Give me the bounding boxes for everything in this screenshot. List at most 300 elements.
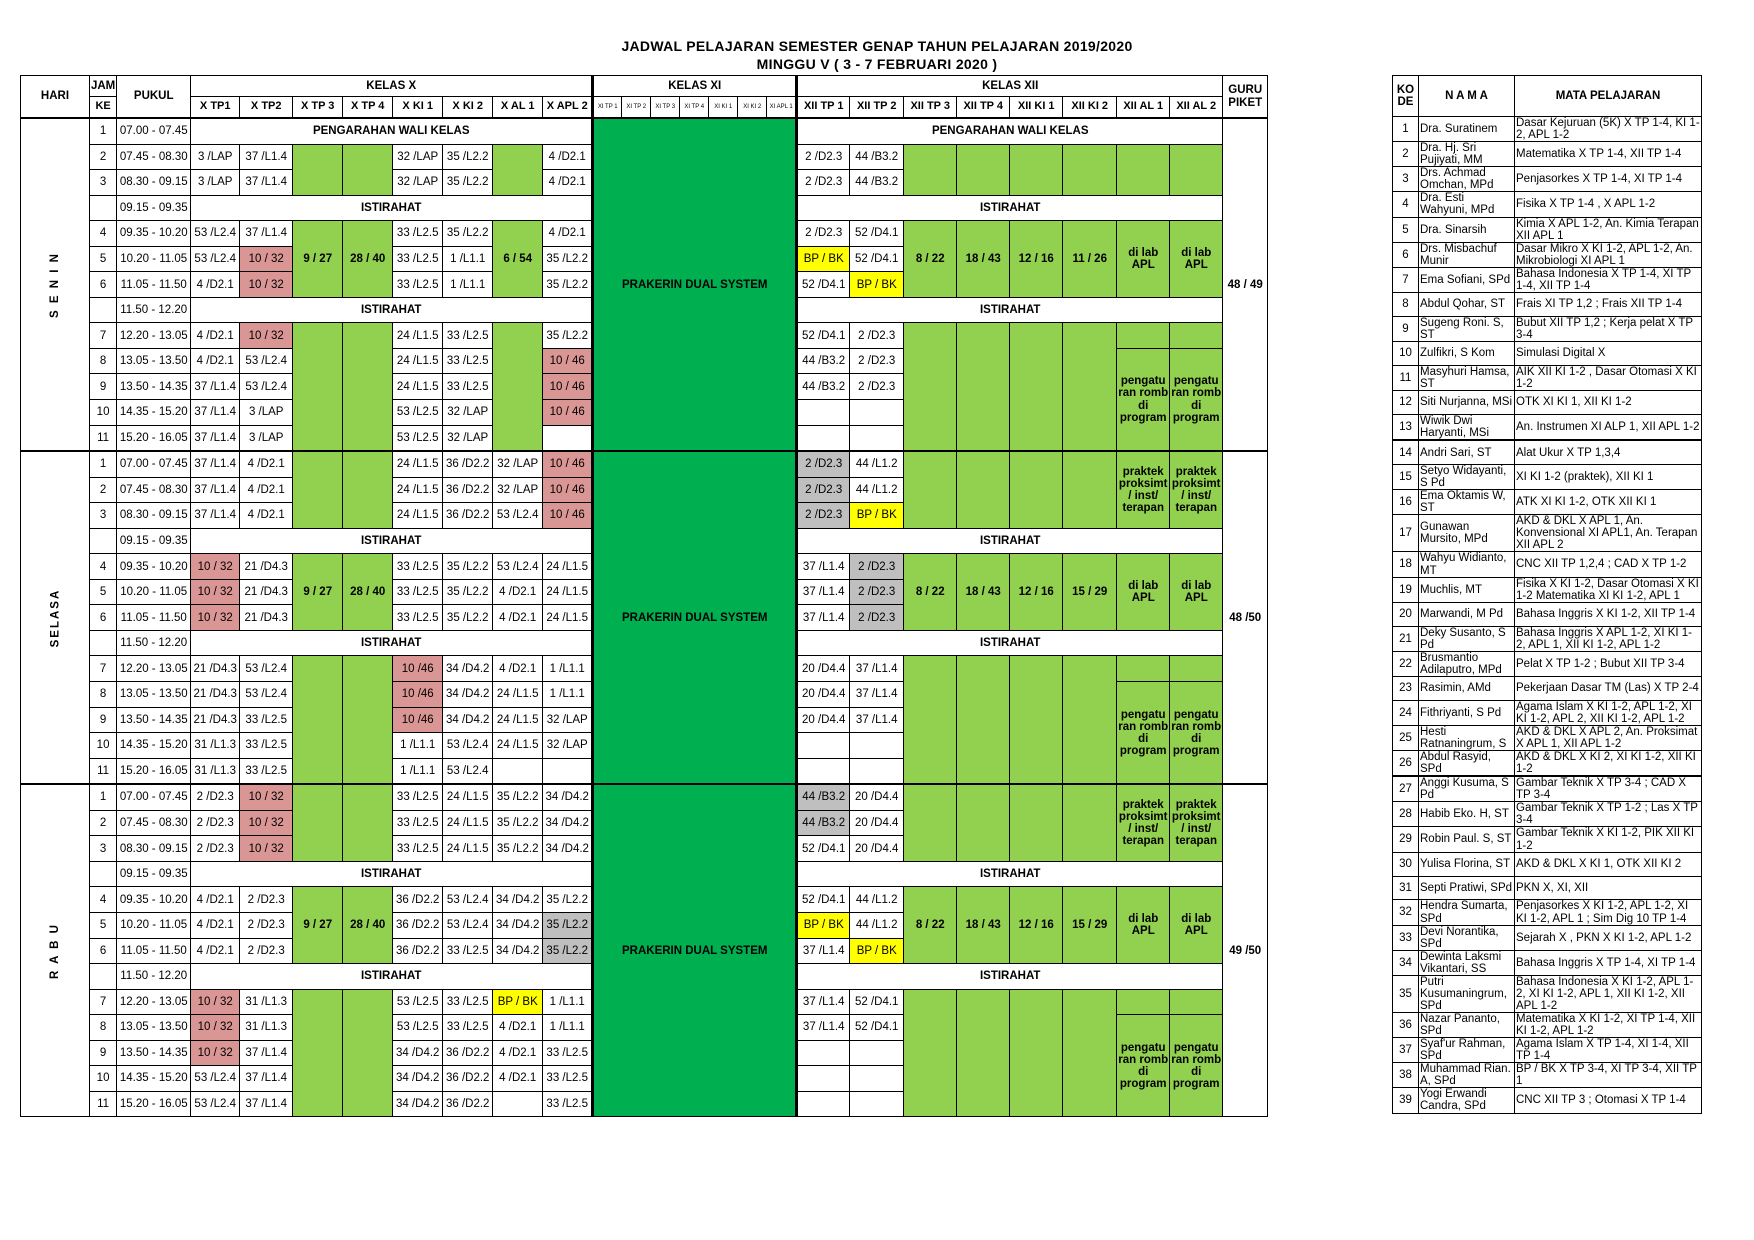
teacher-row xyxy=(1393,602,1702,626)
schedule-cell: 10 / 46 xyxy=(543,400,593,426)
merged-block xyxy=(343,989,393,1117)
al-note: praktek proksimt / inst/ terapan xyxy=(1170,784,1223,861)
jam-number: 2 xyxy=(89,477,116,503)
teacher-name: Hesti Ratnaningrum, S xyxy=(1419,725,1515,750)
schedule-cell: 33 /L2.5 xyxy=(240,733,293,759)
break-label: ISTIRAHAT xyxy=(191,861,593,887)
schedule-cell: 35 /L2.2 xyxy=(543,246,593,272)
jam-number: 6 xyxy=(89,938,116,964)
teacher-subject: AKD & DKL X APL 2, An. Proksimat X APL 1, XII APL 1-2 xyxy=(1515,725,1702,750)
time-slot: 15.20 - 16.05 xyxy=(117,1091,191,1117)
merged-block xyxy=(1170,989,1223,1015)
schedule-cell: 33 /L2.5 xyxy=(393,579,443,605)
teacher-subject: Fisika X TP 1-4 , X APL 1-2 xyxy=(1515,192,1702,217)
schedule-cell: 10 / 32 xyxy=(240,810,293,836)
teacher-code: 7 xyxy=(1393,267,1419,292)
header-mapel: MATA PELAJARAN xyxy=(1515,76,1702,117)
teacher-row xyxy=(1393,391,1702,415)
schedule-cell: 37 /L1.4 xyxy=(191,425,240,451)
schedule-cell: 52 /D4.1 xyxy=(797,272,850,298)
schedule-cell: 33 /L2.5 xyxy=(393,605,443,631)
schedule-cell xyxy=(850,733,904,759)
schedule-cell: 35 /L2.2 xyxy=(543,323,593,349)
al-note: praktek proksimt / inst/ terapan xyxy=(1170,451,1223,528)
teacher-code: 23 xyxy=(1393,676,1419,700)
schedule-cell: 37 /L1.4 xyxy=(850,682,904,708)
merged-block xyxy=(293,656,343,784)
schedule-cell: 1 /L1.1 xyxy=(393,733,443,759)
time-slot: 13.50 - 14.35 xyxy=(117,707,191,733)
prakerin-block: PRAKERIN DUAL SYSTEM xyxy=(593,784,797,1117)
teacher-code: 4 xyxy=(1393,192,1419,217)
schedule-cell: 4 /D2.1 xyxy=(493,605,543,631)
header-class: XI APL 1 xyxy=(767,97,797,119)
jam-number: 7 xyxy=(89,323,116,349)
time-slot: 09.35 - 10.20 xyxy=(117,554,191,580)
schedule-cell: 44 /L1.2 xyxy=(850,451,904,477)
jam-number: 7 xyxy=(89,656,116,682)
schedule-cell: 24 /L1.5 xyxy=(393,451,443,477)
merged-block: 12 / 16 xyxy=(1010,887,1063,964)
teacher-code: 24 xyxy=(1393,700,1419,725)
teacher-subject: Bahasa Indonesia X KI 1-2, APL 1-2, XI KI 1-2, APL 1, XII KI 1-2, XII APL 1-2 xyxy=(1515,975,1702,1012)
schedule-cell: 37 /L1.4 xyxy=(191,451,240,477)
teacher-subject: AIK XII KI 1-2 , Dasar Otomasi X KI 1-2 xyxy=(1515,365,1702,390)
teacher-name: Siti Nurjanna, MSi xyxy=(1419,391,1515,415)
teacher-subject: XI KI 1-2 (praktek), XII KI 1 xyxy=(1515,465,1702,490)
schedule-cell: 37 /L1.4 xyxy=(240,1040,293,1066)
schedule-cell: 33 /L2.5 xyxy=(393,246,443,272)
teacher-row xyxy=(1393,192,1702,217)
teacher-subject: BP / BK X TP 3-4, XI TP 3-4, XII TP 1 xyxy=(1515,1063,1702,1088)
time-slot: 07.00 - 07.45 xyxy=(117,451,191,477)
al-note: pengatu ran romb di program xyxy=(1170,348,1223,451)
schedule-cell xyxy=(850,425,904,451)
schedule-cell: 2 /D2.3 xyxy=(850,579,904,605)
merged-block: 8 / 22 xyxy=(904,221,957,298)
header-class: XII TP 4 xyxy=(957,97,1010,119)
teacher-name: Hendra Sumarta, SPd xyxy=(1419,900,1515,925)
teacher-name: Dra. Suratinem xyxy=(1419,117,1515,142)
schedule-cell: 36 /D2.2 xyxy=(393,938,443,964)
header-class: X TP2 xyxy=(240,97,293,119)
schedule-cell: 36 /D2.2 xyxy=(443,1091,493,1117)
schedule-cell: 4 /D2.1 xyxy=(493,1066,543,1092)
schedule-cell: 20 /D4.4 xyxy=(850,836,904,862)
schedule-cell: 10 / 46 xyxy=(543,503,593,529)
jam-number: 8 xyxy=(89,1015,116,1041)
schedule-cell: 34 /D4.2 xyxy=(493,912,543,938)
merged-block: 12 / 16 xyxy=(1010,221,1063,298)
jam-number xyxy=(89,861,116,887)
teacher-code: 21 xyxy=(1393,626,1419,651)
schedule-cell: 52 /D4.1 xyxy=(797,323,850,349)
schedule-cell: 37 /L1.4 xyxy=(191,400,240,426)
schedule-cell: 33 /L2.5 xyxy=(443,1015,493,1041)
schedule-cell: 21 /D4.3 xyxy=(191,682,240,708)
teacher-subject: Frais XI TP 1,2 ; Frais XII TP 1-4 xyxy=(1515,292,1702,316)
schedule-cell: 4 /D2.1 xyxy=(543,221,593,247)
merged-block xyxy=(293,144,343,195)
schedule-cell: 37 /L1.4 xyxy=(191,374,240,400)
teacher-row xyxy=(1393,577,1702,602)
schedule-cell: 24 /L1.5 xyxy=(543,579,593,605)
al-note: pengatu ran romb di program xyxy=(1170,1015,1223,1117)
merged-block xyxy=(904,144,957,195)
schedule-cell: 10 / 32 xyxy=(191,579,240,605)
merged-block xyxy=(1117,989,1170,1015)
schedule-cell: 2 /D2.3 xyxy=(850,374,904,400)
jam-number: 9 xyxy=(89,1040,116,1066)
schedule-table xyxy=(20,75,1268,1117)
schedule-cell: 52 /D4.1 xyxy=(850,1015,904,1041)
al-note: di lab APL xyxy=(1170,554,1223,631)
guru-piket: 48 / 49 xyxy=(1223,118,1268,451)
merged-block xyxy=(293,323,343,451)
jam-number: 11 xyxy=(89,1091,116,1117)
merged-block xyxy=(904,656,957,784)
teacher-code: 37 xyxy=(1393,1038,1419,1063)
schedule-cell xyxy=(493,758,543,784)
teacher-row xyxy=(1393,900,1702,925)
teacher-row xyxy=(1393,552,1702,577)
schedule-cell: 37 /L1.4 xyxy=(797,579,850,605)
day-label: R A B U xyxy=(21,784,90,1117)
schedule-cell: 31 /L1.3 xyxy=(240,1015,293,1041)
time-slot: 11.05 - 11.50 xyxy=(117,605,191,631)
schedule-cell: 44 /B3.2 xyxy=(797,374,850,400)
schedule-cell xyxy=(797,425,850,451)
schedule-cell: 37 /L1.4 xyxy=(191,503,240,529)
schedule-cell xyxy=(850,400,904,426)
time-slot: 07.00 - 07.45 xyxy=(117,118,191,144)
teacher-subject: Bahasa Inggris X TP 1-4, XI TP 1-4 xyxy=(1515,950,1702,975)
schedule-cell: 1 /L1.1 xyxy=(543,1015,593,1041)
teacher-name: Zulfikri, S Kom xyxy=(1419,341,1515,365)
time-slot: 07.45 - 08.30 xyxy=(117,477,191,503)
schedule-cell: 37 /L1.4 xyxy=(797,605,850,631)
schedule-cell: 35 /L2.2 xyxy=(443,554,493,580)
time-slot: 13.50 - 14.35 xyxy=(117,374,191,400)
teacher-subject: Dasar Kejuruan (5K) X TP 1-4, KI 1-2, APL 1-2 xyxy=(1516,117,1700,142)
teacher-row xyxy=(1393,365,1702,390)
time-slot: 14.35 - 15.20 xyxy=(117,400,191,426)
schedule-cell: 33 /L2.5 xyxy=(393,272,443,298)
time-slot: 11.50 - 12.20 xyxy=(117,297,191,323)
teacher-code: 20 xyxy=(1393,602,1419,626)
schedule-cell: 53 /L2.4 xyxy=(191,246,240,272)
day-label: SELASA xyxy=(21,451,90,784)
teacher-name: Deky Susanto, S Pd xyxy=(1419,626,1515,651)
schedule-cell: 24 /L1.5 xyxy=(543,554,593,580)
teacher-table xyxy=(1392,75,1702,1114)
teacher-subject: AKD & DKL X KI 1, OTK XII KI 2 xyxy=(1515,852,1702,876)
schedule-cell: 44 /L1.2 xyxy=(850,912,904,938)
teacher-row xyxy=(1393,490,1702,515)
merged-block xyxy=(904,784,957,861)
merged-block xyxy=(1170,656,1223,682)
merged-block xyxy=(343,144,393,195)
merged-block xyxy=(1170,323,1223,349)
jam-number xyxy=(89,630,116,656)
jam-number: 2 xyxy=(89,144,116,170)
jam-number: 5 xyxy=(89,579,116,605)
teacher-name: Yogi Erwandi Candra, SPd xyxy=(1419,1088,1515,1113)
time-slot: 12.20 - 13.05 xyxy=(117,989,191,1015)
teacher-code: 14 xyxy=(1393,440,1419,464)
schedule-cell: 37 /L1.4 xyxy=(240,1091,293,1117)
al-note: pengatu ran romb di program xyxy=(1117,682,1170,785)
prakerin-block: PRAKERIN DUAL SYSTEM xyxy=(593,118,797,451)
schedule-cell: BP / BK xyxy=(493,989,543,1015)
merged-block xyxy=(1010,784,1063,861)
schedule-cell: 35 /L2.2 xyxy=(493,784,543,810)
schedule-cell: 24 /L1.5 xyxy=(393,503,443,529)
schedule-cell xyxy=(797,1091,850,1117)
schedule-cell: 37 /L1.4 xyxy=(191,477,240,503)
schedule-cell: 33 /L2.5 xyxy=(240,707,293,733)
teacher-name: Sugeng Roni. S, ST xyxy=(1419,316,1515,341)
schedule-cell: 53 /L2.4 xyxy=(240,682,293,708)
teacher-subject: Pelat X TP 1-2 ; Bubut XII TP 3-4 xyxy=(1515,651,1702,676)
guru-piket: 48 /50 xyxy=(1223,451,1268,784)
schedule-cell: 33 /L2.5 xyxy=(393,810,443,836)
teacher-name: Devi Norantika, SPd xyxy=(1419,925,1515,950)
jam-number: 1 xyxy=(89,451,116,477)
teacher-row xyxy=(1393,267,1702,292)
schedule-cell: 3 /LAP xyxy=(191,144,240,170)
teacher-name: Yulisa Florina, ST xyxy=(1419,852,1515,876)
schedule-cell: 53 /L2.4 xyxy=(443,887,493,913)
schedule-cell: 35 /L2.2 xyxy=(493,810,543,836)
schedule-cell: 37 /L1.4 xyxy=(797,938,850,964)
time-slot: 14.35 - 15.20 xyxy=(117,1066,191,1092)
merged-block xyxy=(1170,144,1223,195)
schedule-cell: 10 /46 xyxy=(393,682,443,708)
schedule-cell: 34 /D4.2 xyxy=(443,656,493,682)
schedule-cell: 34 /D4.2 xyxy=(543,784,593,810)
schedule-cell: 10 / 32 xyxy=(240,784,293,810)
teacher-row xyxy=(1393,217,1702,242)
merged-block xyxy=(1063,656,1117,784)
schedule-cell: 4 /D2.1 xyxy=(191,887,240,913)
teacher-code: 36 xyxy=(1393,1013,1419,1038)
teacher-subject: Gambar Teknik X TP 1-2 ; Las X TP 3-4 xyxy=(1515,802,1702,827)
schedule-cell: 53 /L2.5 xyxy=(393,1015,443,1041)
schedule-cell: 24 /L1.5 xyxy=(393,374,443,400)
schedule-cell: 24 /L1.5 xyxy=(443,784,493,810)
merged-block: 9 / 27 xyxy=(293,887,343,964)
teacher-subject: Fisika X KI 1-2, Dasar Otomasi X KI 1-2 Matematika XI KI 1-2, APL 1 xyxy=(1515,577,1702,602)
teacher-subject: Agama Islam X KI 1-2, APL 1-2, XI KI 1-2, APL 2, XII KI 1-2, APL 1-2 xyxy=(1515,700,1702,725)
merged-block xyxy=(293,451,343,528)
teacher-row xyxy=(1393,827,1702,852)
schedule-cell: 33 /L2.5 xyxy=(443,348,493,374)
merged-block xyxy=(1063,323,1117,451)
teacher-subject: Simulasi Digital X xyxy=(1515,341,1702,365)
schedule-cell: 2 /D2.3 xyxy=(191,810,240,836)
teacher-row xyxy=(1393,1038,1702,1063)
schedule-cell: 10 / 32 xyxy=(240,246,293,272)
teacher-row xyxy=(1393,651,1702,676)
teacher-name: Setyo Widayanti, S Pd xyxy=(1419,465,1515,490)
merged-block xyxy=(904,451,957,528)
teacher-subject: An. Instrumen XI ALP 1, XII APL 1-2 xyxy=(1515,414,1702,440)
schedule-cell: 20 /D4.4 xyxy=(797,682,850,708)
schedule-cell: 21 /D4.3 xyxy=(191,656,240,682)
jam-number: 1 xyxy=(89,118,116,144)
al-note: praktek proksimt / inst/ terapan xyxy=(1117,784,1170,861)
schedule-cell: 2 /D2.3 xyxy=(797,503,850,529)
header-class: XII KI 2 xyxy=(1063,97,1117,119)
schedule-cell: 10 / 32 xyxy=(191,1040,240,1066)
time-slot: 08.30 - 09.15 xyxy=(117,170,191,196)
teacher-name: Marwandi, M Pd xyxy=(1419,602,1515,626)
merged-block: 8 / 22 xyxy=(904,887,957,964)
schedule-cell: 10 / 46 xyxy=(543,451,593,477)
merged-block xyxy=(1117,656,1170,682)
schedule-cell: 35 /L2.2 xyxy=(543,887,593,913)
time-slot: 08.30 - 09.15 xyxy=(117,836,191,862)
time-slot: 11.05 - 11.50 xyxy=(117,272,191,298)
schedule-cell: 2 /D2.3 xyxy=(797,477,850,503)
teacher-row xyxy=(1393,802,1702,827)
teacher-code: 19 xyxy=(1393,577,1419,602)
teacher-subject: CNC XII TP 3 ; Otomasi X TP 1-4 xyxy=(1515,1088,1702,1113)
teacher-row xyxy=(1393,751,1702,777)
schedule-cell: 53 /L2.4 xyxy=(240,656,293,682)
teacher-row xyxy=(1393,975,1702,1012)
schedule-cell: 31 /L1.3 xyxy=(191,758,240,784)
jam-number: 4 xyxy=(89,554,116,580)
break-label: ISTIRAHAT xyxy=(797,297,1223,323)
teacher-row xyxy=(1393,341,1702,365)
schedule-cell: 20 /D4.4 xyxy=(797,656,850,682)
teacher-name: Muchlis, MT xyxy=(1419,577,1515,602)
header-jam-ke: KE xyxy=(89,97,116,119)
teacher-subject: Matematika X TP 1-4, XII TP 1-4 xyxy=(1515,142,1702,167)
teacher-subject: Agama Islam X TP 1-4, XI 1-4, XII TP 1-4 xyxy=(1515,1038,1702,1063)
merged-block xyxy=(957,989,1010,1117)
teacher-subject: AKD & DKL X KI 2, XI KI 1-2, XII KI 1-2 xyxy=(1515,751,1702,777)
teacher-subject: Pekerjaan Dasar TM (Las) X TP 2-4 xyxy=(1515,676,1702,700)
schedule-cell xyxy=(850,1040,904,1066)
header-class: XII AL 1 xyxy=(1117,97,1170,119)
teacher-code: 30 xyxy=(1393,852,1419,876)
jam-number: 10 xyxy=(89,400,116,426)
teacher-subject: PKN X, XI, XII xyxy=(1515,876,1702,900)
jam-number xyxy=(89,297,116,323)
header-class: X TP 3 xyxy=(293,97,343,119)
schedule-cell: 33 /L2.5 xyxy=(393,554,443,580)
schedule-cell: 2 /D2.3 xyxy=(850,323,904,349)
jam-number xyxy=(89,964,116,990)
teacher-code: 31 xyxy=(1393,876,1419,900)
schedule-cell: 2 /D2.3 xyxy=(240,938,293,964)
merged-block: 18 / 43 xyxy=(957,554,1010,631)
header-class: X KI 1 xyxy=(393,97,443,119)
time-slot: 09.35 - 10.20 xyxy=(117,887,191,913)
teacher-row xyxy=(1393,1088,1702,1113)
teacher-code: 2 xyxy=(1393,142,1419,167)
time-slot: 10.20 - 11.05 xyxy=(117,246,191,272)
schedule-cell: 53 /L2.5 xyxy=(393,400,443,426)
day-label: S E N I N xyxy=(21,118,90,451)
teacher-row xyxy=(1393,725,1702,750)
schedule-cell: 34 /D4.2 xyxy=(543,810,593,836)
teacher-row xyxy=(1393,1063,1702,1088)
schedule-cell: 53 /L2.4 xyxy=(240,348,293,374)
jam-number xyxy=(89,195,116,221)
time-slot: 09.15 - 09.35 xyxy=(117,528,191,554)
teacher-row xyxy=(1393,515,1702,552)
teacher-row xyxy=(1393,414,1702,440)
schedule-cell: 33 /L2.5 xyxy=(543,1091,593,1117)
schedule-cell: 4 /D2.1 xyxy=(191,912,240,938)
al-note: pengatu ran romb di program xyxy=(1170,682,1223,785)
merged-block xyxy=(343,784,393,861)
guru-piket: 49 /50 xyxy=(1223,784,1268,1117)
page-subtitle: MINGGU V ( 3 - 7 FEBRUARI 2020 ) xyxy=(756,56,998,72)
teacher-subject: OTK XI KI 1, XII KI 1-2 xyxy=(1515,391,1702,415)
teacher-code: 38 xyxy=(1393,1063,1419,1088)
teacher-code: 39 xyxy=(1393,1088,1419,1113)
time-slot: 11.50 - 12.20 xyxy=(117,964,191,990)
schedule-cell: 2 /D2.3 xyxy=(797,221,850,247)
schedule-cell: 4 /D2.1 xyxy=(240,477,293,503)
teacher-row xyxy=(1393,440,1702,464)
schedule-cell: 33 /L2.5 xyxy=(393,221,443,247)
schedule-cell: 21 /D4.3 xyxy=(191,707,240,733)
schedule-cell: 33 /L2.5 xyxy=(240,758,293,784)
teacher-name: Ema Oktamis W, ST xyxy=(1419,490,1515,515)
teacher-name: Gunawan Mursito, MPd xyxy=(1419,515,1515,552)
schedule-cell: 35 /L2.2 xyxy=(543,938,593,964)
schedule-cell: 34 /D4.2 xyxy=(393,1091,443,1117)
schedule-cell: 2 /D2.3 xyxy=(797,451,850,477)
header-hari: HARI xyxy=(21,76,90,119)
teacher-subject: Sejarah X , PKN X KI 1-2, APL 1-2 xyxy=(1515,925,1702,950)
schedule-cell: 37 /L1.4 xyxy=(797,989,850,1015)
break-label: ISTIRAHAT xyxy=(191,297,593,323)
jam-number: 8 xyxy=(89,348,116,374)
schedule-cell: 21 /D4.3 xyxy=(240,554,293,580)
jam-number: 10 xyxy=(89,1066,116,1092)
schedule-cell: 33 /L2.5 xyxy=(443,938,493,964)
teacher-code: 18 xyxy=(1393,552,1419,577)
schedule-cell: 24 /L1.5 xyxy=(393,477,443,503)
jam-number: 1 xyxy=(89,784,116,810)
schedule-cell: 4 /D2.1 xyxy=(191,323,240,349)
time-slot: 14.35 - 15.20 xyxy=(117,733,191,759)
teacher-code: 16 xyxy=(1393,490,1419,515)
merged-block xyxy=(1010,144,1063,195)
merged-block: 8 / 22 xyxy=(904,554,957,631)
al-note: praktek proksimt / inst/ terapan xyxy=(1117,451,1170,528)
teacher-name: Muhammad Rian. A, SPd xyxy=(1419,1063,1515,1088)
schedule-cell: 1 /L1.1 xyxy=(443,272,493,298)
jam-number: 9 xyxy=(89,707,116,733)
schedule-cell: 10 / 46 xyxy=(543,374,593,400)
schedule-cell: 53 /L2.4 xyxy=(443,912,493,938)
jam-number: 3 xyxy=(89,170,116,196)
schedule-cell xyxy=(543,758,593,784)
jam-number: 11 xyxy=(89,425,116,451)
schedule-cell: 35 /L2.2 xyxy=(443,170,493,196)
jam-number: 6 xyxy=(89,605,116,631)
teacher-name: Andri Sari, ST xyxy=(1419,440,1515,464)
time-slot: 09.15 - 09.35 xyxy=(117,861,191,887)
